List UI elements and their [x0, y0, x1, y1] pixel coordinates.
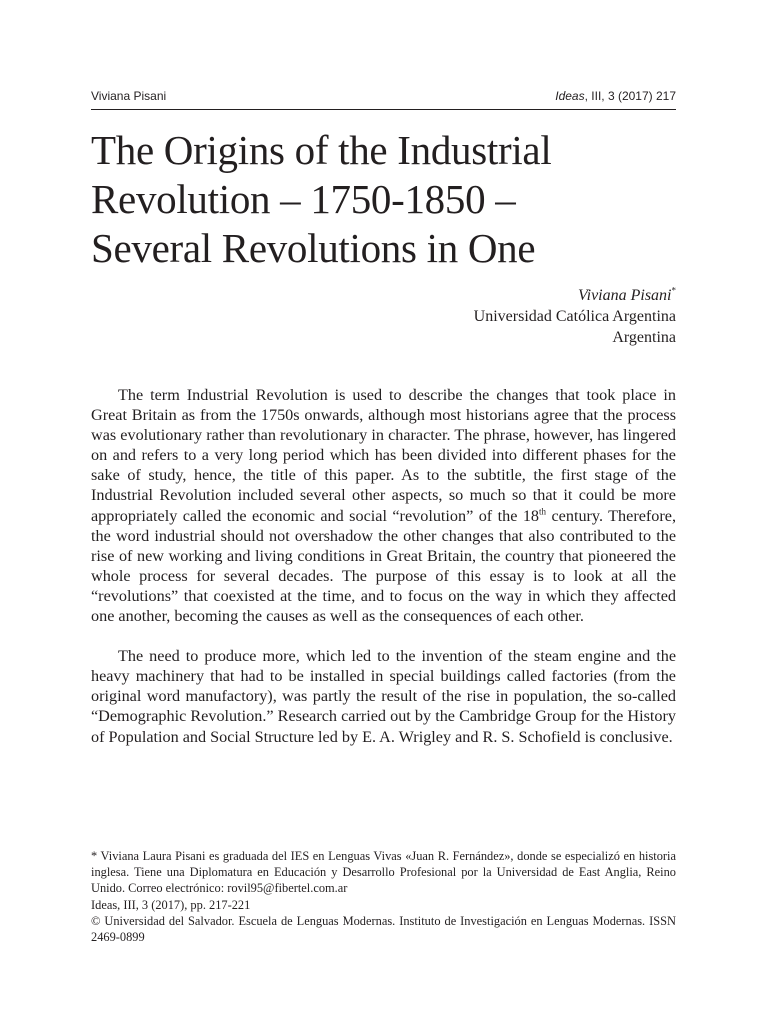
header-author: Viviana Pisani: [91, 89, 167, 103]
ordinal-superscript: th: [539, 506, 547, 517]
author-name: Viviana Pisani: [578, 287, 672, 304]
footnote-author-bio: * Viviana Laura Pisani es graduada del IES en Lenguas Vivas «Juan R. Fernández», donde se especializó en historia inglesa. Tiene una Diplomatura en Educación y Desarrollo Profesional por la Universidad de East Anglia, Reino Unido. Correo electrónico: rovil95@fibertel.com.ar: [91, 849, 676, 896]
paragraph-1-text-a: The term Industrial Revolution is used to describe the changes that took place in Great Britain as from the 1750s onwards, although most historians agree that the process was evolutionary rather than revolutionary in character. The phrase, however, has lingered on and refers to a very long period which has been divided into different phases for the sake of study, hence, the title of this paper. As to the subtitle, the first stage of the Industrial Revolution included several other aspects, so much so that it could be more appropriately called the economic and social “revolution” of the 18: [91, 386, 676, 525]
running-header: [91, 85, 676, 110]
header-volume-page: , III, 3 (2017) 217: [584, 89, 676, 103]
footnotes: [91, 848, 676, 945]
article-title: [91, 126, 676, 273]
author-country: Argentina: [612, 329, 676, 346]
header-journal-reference: [555, 87, 676, 105]
article-body: [91, 385, 676, 767]
article-page: [91, 0, 676, 1024]
author-footnote-mark: *: [671, 285, 676, 296]
paragraph-1: [91, 385, 676, 626]
paragraph-1-text-b: century. Therefore, the word industrial should not overshadow the other changes that also contributed to the rise of new working and living conditions in Great Britain, the country that pioneered the whole process for several decades. The purpose of this essay is to look at all the “revolutions” that coexisted at the time, and to focus on the way in which they affected one another, becoming the causes as well as the consequences of each other.: [91, 506, 677, 626]
title-line-3: Several Revolutions in One: [91, 225, 536, 271]
footnote-copyright: © Universidad del Salvador. Escuela de Lenguas Modernas. Instituto de Investigación en Lenguas Modernas. ISSN 2469-0899: [91, 913, 676, 945]
title-line-2: Revolution – 1750-1850 –: [91, 176, 516, 222]
footnote-citation: Ideas, III, 3 (2017), pp. 217-221: [91, 897, 251, 912]
title-line-1: The Origins of the Industrial: [91, 127, 552, 173]
author-affiliation: [276, 285, 676, 348]
paragraph-2: The need to produce more, which led to the invention of the steam engine and the heavy machinery that had to be installed in special buildings called factories (from the original word manufactory), was partly the result of the rise in population, the so-called “Demographic Revolution.” Research carried out by the Cambridge Group for the History of Population and Social Structure led by E. A. Wrigley and R. S. Schofield is conclusive.: [91, 647, 676, 746]
header-journal-name: Ideas: [555, 89, 585, 103]
author-university: Universidad Católica Argentina: [473, 308, 676, 325]
